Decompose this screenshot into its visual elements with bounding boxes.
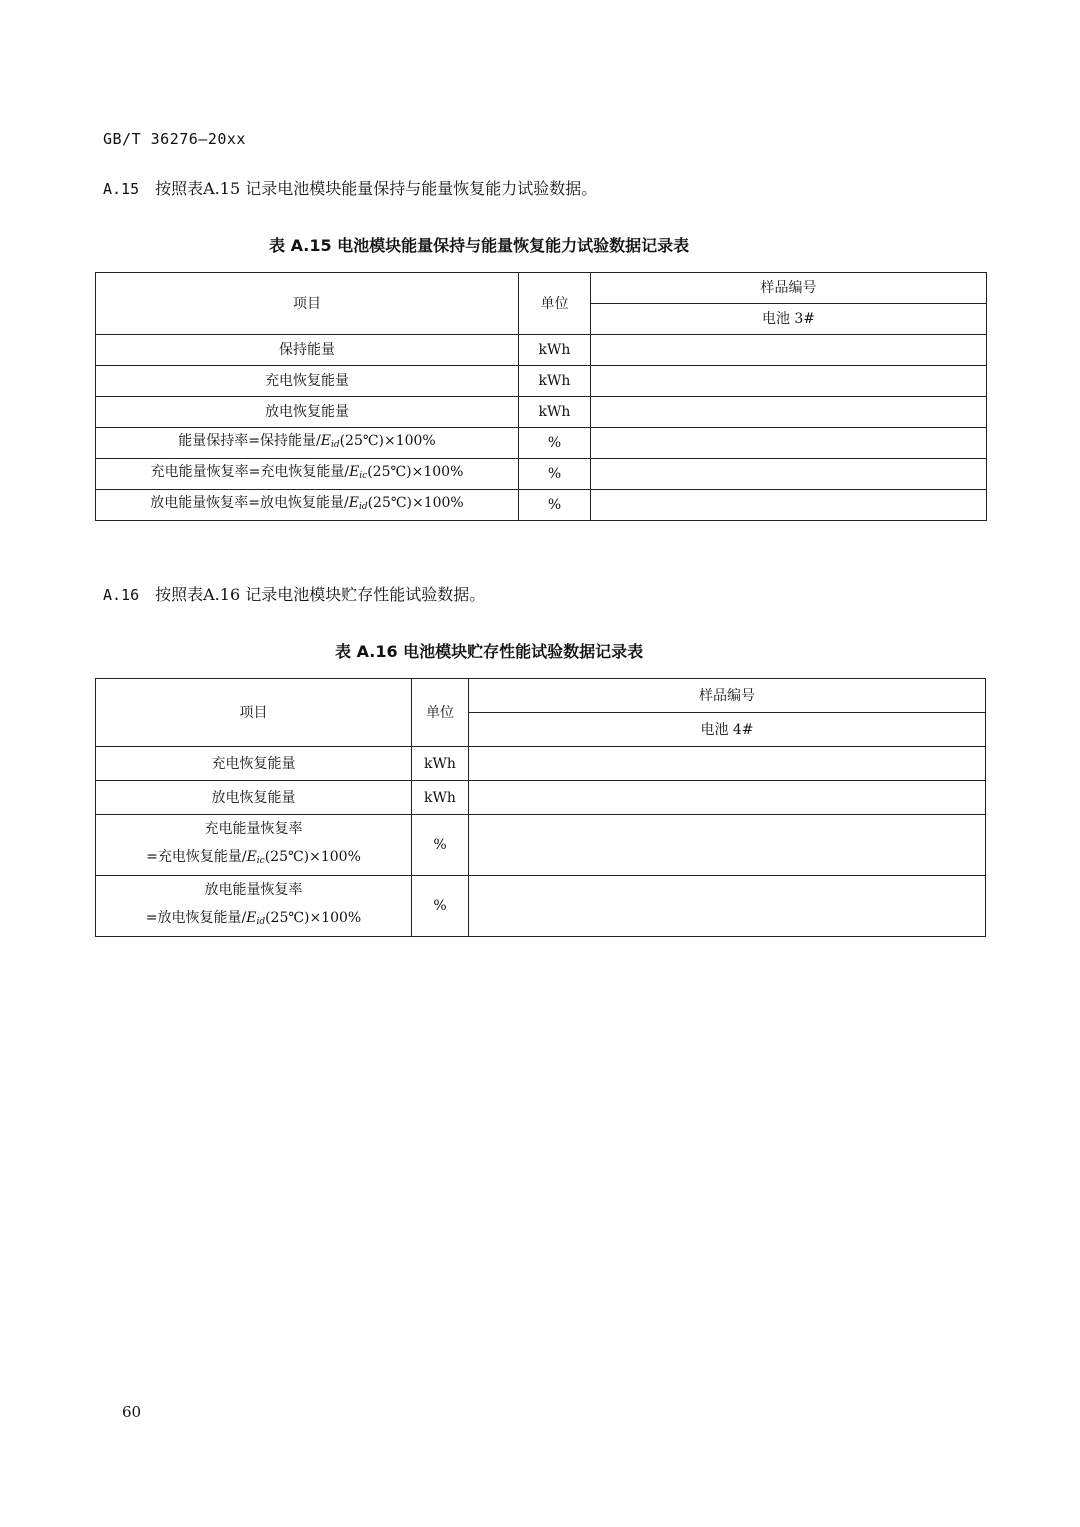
table-a15-caption: 表 A.15 电池模块能量保持与能量恢复能力试验数据记录表 <box>269 236 690 255</box>
sample-id-cell: 电池 3# <box>591 304 987 335</box>
table-row <box>96 876 986 937</box>
unit-cell: % <box>519 490 591 521</box>
table-row <box>96 747 986 781</box>
section-a16-paragraph <box>103 582 485 605</box>
table-a15 <box>95 272 987 521</box>
item-cell: 放电能量恢复率=放电恢复能量$/E_{id}(25℃)\times 100\%$ <box>96 490 519 521</box>
unit-cell: % <box>519 459 591 490</box>
unit-cell: kWh <box>412 781 469 815</box>
value-cell[interactable] <box>591 335 987 366</box>
table-row <box>96 428 987 459</box>
unit-cell: kWh <box>519 397 591 428</box>
col-header-unit: 单位 <box>519 273 591 335</box>
value-cell[interactable] <box>591 459 987 490</box>
table-row <box>96 366 987 397</box>
value-cell[interactable] <box>469 781 986 815</box>
table-a16-caption: 表 A.16 电池模块贮存性能试验数据记录表 <box>335 642 644 661</box>
col-header-item: 项目 <box>96 273 519 335</box>
table-a16 <box>95 678 986 937</box>
col-header-item: 项目 <box>96 679 412 747</box>
col-header-sample: 样品编号 <box>469 679 986 713</box>
value-cell[interactable] <box>591 490 987 521</box>
unit-cell: kWh <box>519 335 591 366</box>
section-a15-paragraph <box>103 176 597 199</box>
table-row <box>96 815 986 876</box>
item-cell: 放电恢复能量 <box>96 781 412 815</box>
page-number: 60 <box>122 1403 142 1421</box>
value-cell[interactable] <box>591 428 987 459</box>
section-a15-number: A.15 <box>103 180 140 198</box>
section-a16-number: A.16 <box>103 586 140 604</box>
item-cell: 放电恢复能量 <box>96 397 519 428</box>
value-cell[interactable] <box>469 747 986 781</box>
table-row <box>96 397 987 428</box>
unit-cell: % <box>412 876 469 937</box>
table-row <box>96 490 987 521</box>
item-cell: 能量保持率=保持能量$/E_{id}(25℃)\times 100\%$ <box>96 428 519 459</box>
section-a16-text: 按照表A.16 记录电池模块贮存性能试验数据。 <box>155 585 486 604</box>
value-cell[interactable] <box>591 366 987 397</box>
col-header-unit: 单位 <box>412 679 469 747</box>
table-row <box>96 781 986 815</box>
unit-cell: kWh <box>412 747 469 781</box>
table-row <box>96 459 987 490</box>
item-cell: 保持能量 <box>96 335 519 366</box>
item-cell: 充电恢复能量 <box>96 366 519 397</box>
item-cell: 充电恢复能量 <box>96 747 412 781</box>
item-cell: 充电能量恢复率 =充电恢复能量$/E_{ic}(25℃)\times 100\%$ <box>96 815 412 876</box>
unit-cell: % <box>519 428 591 459</box>
item-cell: 充电能量恢复率=充电恢复能量$/E_{ic}(25℃)\times 100\%$ <box>96 459 519 490</box>
unit-cell: kWh <box>519 366 591 397</box>
standard-code: GB/T 36276—20xx <box>103 130 246 148</box>
value-cell[interactable] <box>469 876 986 937</box>
section-a15-text: 按照表A.15 记录电池模块能量保持与能量恢复能力试验数据。 <box>155 179 598 198</box>
value-cell[interactable] <box>469 815 986 876</box>
table-row <box>96 335 987 366</box>
value-cell[interactable] <box>591 397 987 428</box>
item-cell: 放电能量恢复率 =放电恢复能量$/E_{id}(25℃)\times 100\%$ <box>96 876 412 937</box>
col-header-sample: 样品编号 <box>591 273 987 304</box>
sample-id-cell: 电池 4# <box>469 713 986 747</box>
unit-cell: % <box>412 815 469 876</box>
